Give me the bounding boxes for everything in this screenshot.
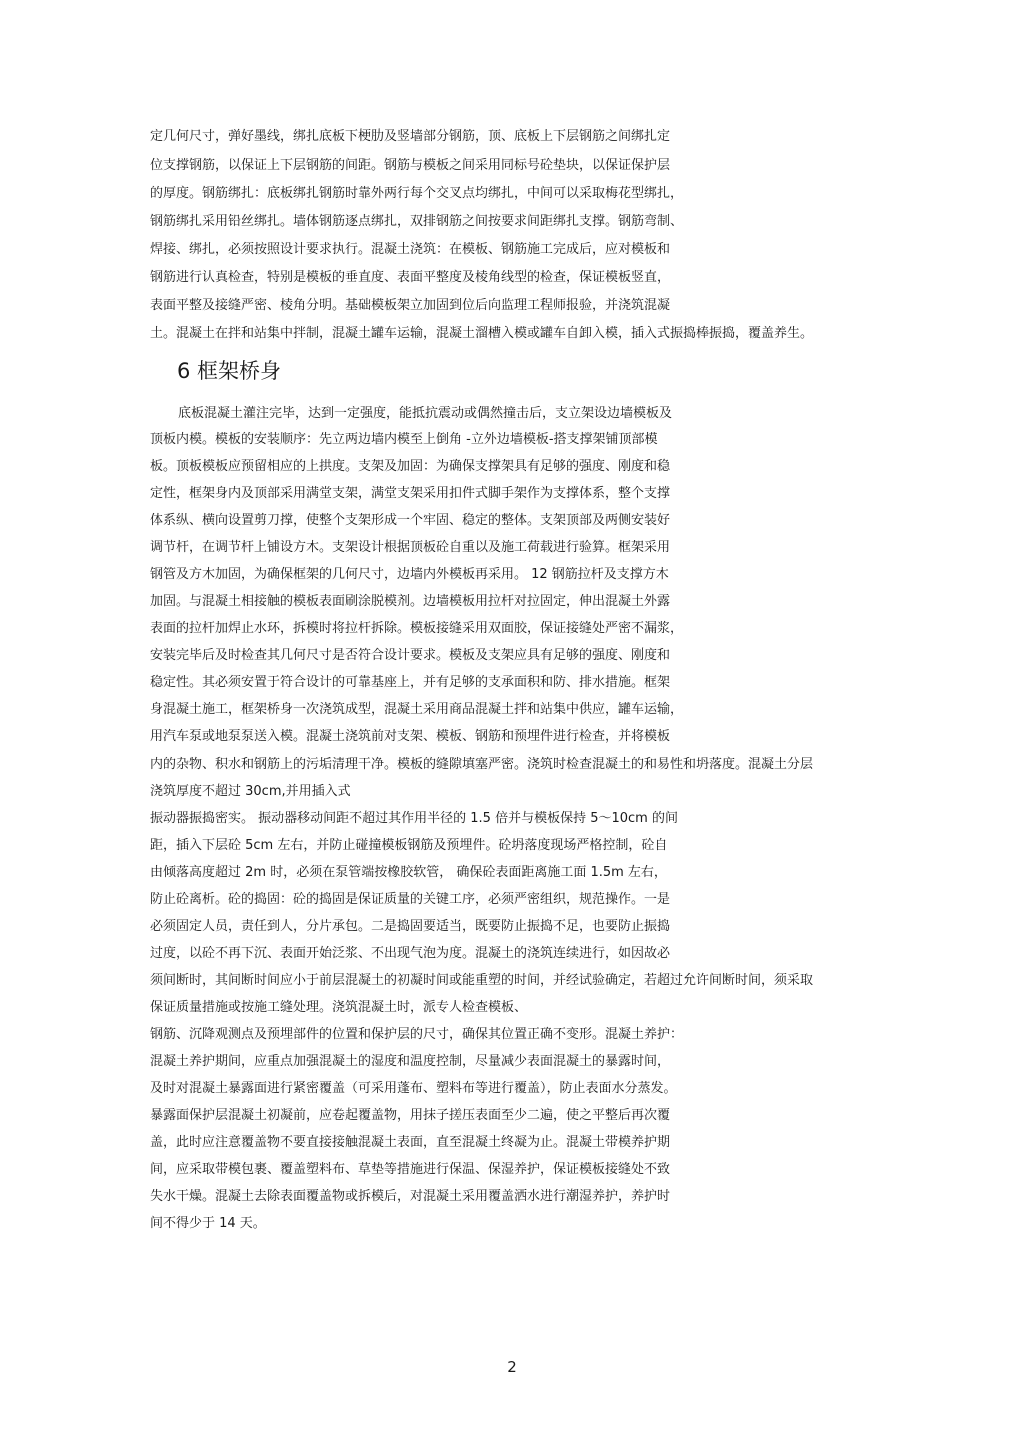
text-line: 用汽车泵或地泵泵送入模。混凝土浇筑前对支架、模板、钢筋和预埋件进行检查，并将模板 [150,729,671,744]
text-line: 底板混凝土灌注完毕，达到一定强度，能抵抗震动或偶然撞击后，支立架设边墙模板及 [178,406,673,421]
text-line: 距，插入下层砼 5cm 左右，并防止碰撞模板钢筋及预埋件。砼坍落度现场严格控制，砼自 [150,838,668,853]
text-line: 焊接、绑扎，必须按照设计要求执行。混凝土浇筑：在模板、钢筋施工完成后，应对模板和 [150,242,671,257]
text-line: 身混凝土施工，框架桥身一次浇筑成型，混凝土采用商品混凝土拌和站集中供应，罐车运输， [150,702,684,717]
text-line: 内的杂物、积水和钢筋上的污垢清理干净。模板的缝隙填塞严密。浇筑时检查混凝土的和易性和坍落度。混凝土分层 [150,757,814,772]
text-line: 混凝土养护期间，应重点加强混凝土的湿度和温度控制，尽量减少表面混凝土的暴露时间， [150,1054,671,1069]
text-line: 必须固定人员，责任到人，分片承包。二是捣固要适当，既要防止振捣不足，也要防止振捣 [150,919,671,934]
text-line: 板。顶板模板应预留相应的上拱度。支架及加固：为确保支撑架具有足够的强度、刚度和稳 [150,459,671,474]
text-line: 暴露面保护层混凝土初凝前，应卷起覆盖物，用抹子搓压表面至少二遍，使之平整后再次覆 [150,1108,671,1123]
text-line: 稳定性。其必须安置于符合设计的可靠基座上，并有足够的支承面积和防、排水措施。框架 [150,675,671,690]
text-line: 盖，此时应注意覆盖物不要直接接触混凝土表面，直至混凝土终凝为止。混凝土带模养护期 [150,1135,671,1150]
text-line: 钢筋进行认真检查，特别是模板的垂直度、表面平整度及棱角线型的检查，保证模板竖直， [150,270,671,285]
text-line: 顶板内模。模板的安装顺序：先立两边墙内模至上倒角 -立外边墙模板-搭支撑架铺顶部模 [150,432,658,447]
text-line: 失水干燥。混凝土去除表面覆盖物或拆模后，对混凝土采用覆盖洒水进行潮湿养护，养护时 [150,1189,671,1204]
text-line: 表面平整及接缝严密、棱角分明。基础模板架立加固到位后向监理工程师报验，并浇筑混凝 [150,298,671,313]
text-line: 须间断时，其间断时间应小于前层混凝土的初凝时间或能重塑的时间，并经试验确定，若超过允许间断时间，须采取 [150,973,814,988]
text-line: 保证质量措施或按施工缝处理。浇筑混凝土时，派专人检查模板、 [150,1000,528,1015]
text-line: 防止砼离析。砼的捣固：砼的捣固是保证质量的关键工序，必须严密组织，规范操作。一是 [150,892,671,907]
text-line: 加固。与混凝土相接触的模板表面刷涂脱模剂。边墙模板用拉杆对拉固定，伸出混凝土外露 [150,594,671,609]
text-line: 调节杆，在调节杆上铺设方木。支架设计根据顶板砼自重以及施工荷载进行验算。框架采用 [150,540,671,555]
text-line: 的厚度。钢筋绑扎：底板绑扎钢筋时靠外两行每个交叉点均绑扎，中间可以采取梅花型绑扎， [150,186,684,201]
text-line: 钢管及方木加固，为确保框架的几何尺寸，边墙内外模板再采用。 12 钢筋拉杆及支撑方木 [150,567,669,582]
text-line: 及时对混凝土暴露面进行紧密覆盖（可采用蓬布、塑料布等进行覆盖），防止表面水分蒸发。 [150,1081,677,1096]
text-line: 浇筑厚度不超过 30cm,并用插入式 [150,784,351,799]
text-line: 安装完毕后及时检查其几何尺寸是否符合设计要求。模板及支架应具有足够的强度、刚度和 [150,648,671,663]
text-line: 位支撑钢筋，以保证上下层钢筋的间距。钢筋与模板之间采用同标号砼垫块，以保证保护层 [150,158,671,173]
text-line: 间，应采取带模包裹、覆盖塑料布、草垫等措施进行保温、保湿养护，保证模板接缝处不致 [150,1162,671,1177]
page-number: 2 [507,1358,517,1376]
text-line: 表面的拉杆加焊止水环，拆模时将拉杆拆除。模板接缝采用双面胶，保证接缝处严密不漏浆， [150,621,684,636]
text-line: 钢筋、沉降观测点及预埋部件的位置和保护层的尺寸，确保其位置正确不变形。混凝土养护： [150,1027,684,1042]
text-line: 土。混凝土在拌和站集中拌制，混凝土罐车运输，混凝土溜槽入模或罐车自卸入模，插入式振捣棒振捣，覆盖养生。 [150,326,814,341]
text-line: 间不得少于 14 天。 [150,1216,266,1231]
text-line: 钢筋绑扎采用铅丝绑扎。墙体钢筋逐点绑扎，双排钢筋之间按要求间距绑扎支撑。钢筋弯制、 [150,214,684,229]
text-line: 过度，以砼不再下沉、表面开始泛浆、不出现气泡为度。混凝土的浇筑连续进行，如因故必 [150,946,671,961]
text-line: 由倾落高度超过 2m 时，必须在泵管端按橡胶软管， 确保砼表面距离施工面 1.5m 左右， [150,865,667,880]
text-line: 振动器振捣密实。 振动器移动间距不超过其作用半径的 1.5 倍并与模板保持 5～10cm 的间 [150,811,678,826]
text-line: 定性，框架身内及顶部采用满堂支架，满堂支架采用扣件式脚手架作为支撑体系，整个支撑 [150,486,671,501]
text-line: 定几何尺寸，弹好墨线，绑扎底板下梗肋及竖墙部分钢筋，顶、底板上下层钢筋之间绑扎定 [150,129,671,144]
text-line: 体系纵、横向设置剪刀撑，使整个支架形成一个牢固、稳定的整体。支架顶部及两侧安装好 [150,513,671,528]
section-heading: 6 框架桥身 [177,359,282,383]
